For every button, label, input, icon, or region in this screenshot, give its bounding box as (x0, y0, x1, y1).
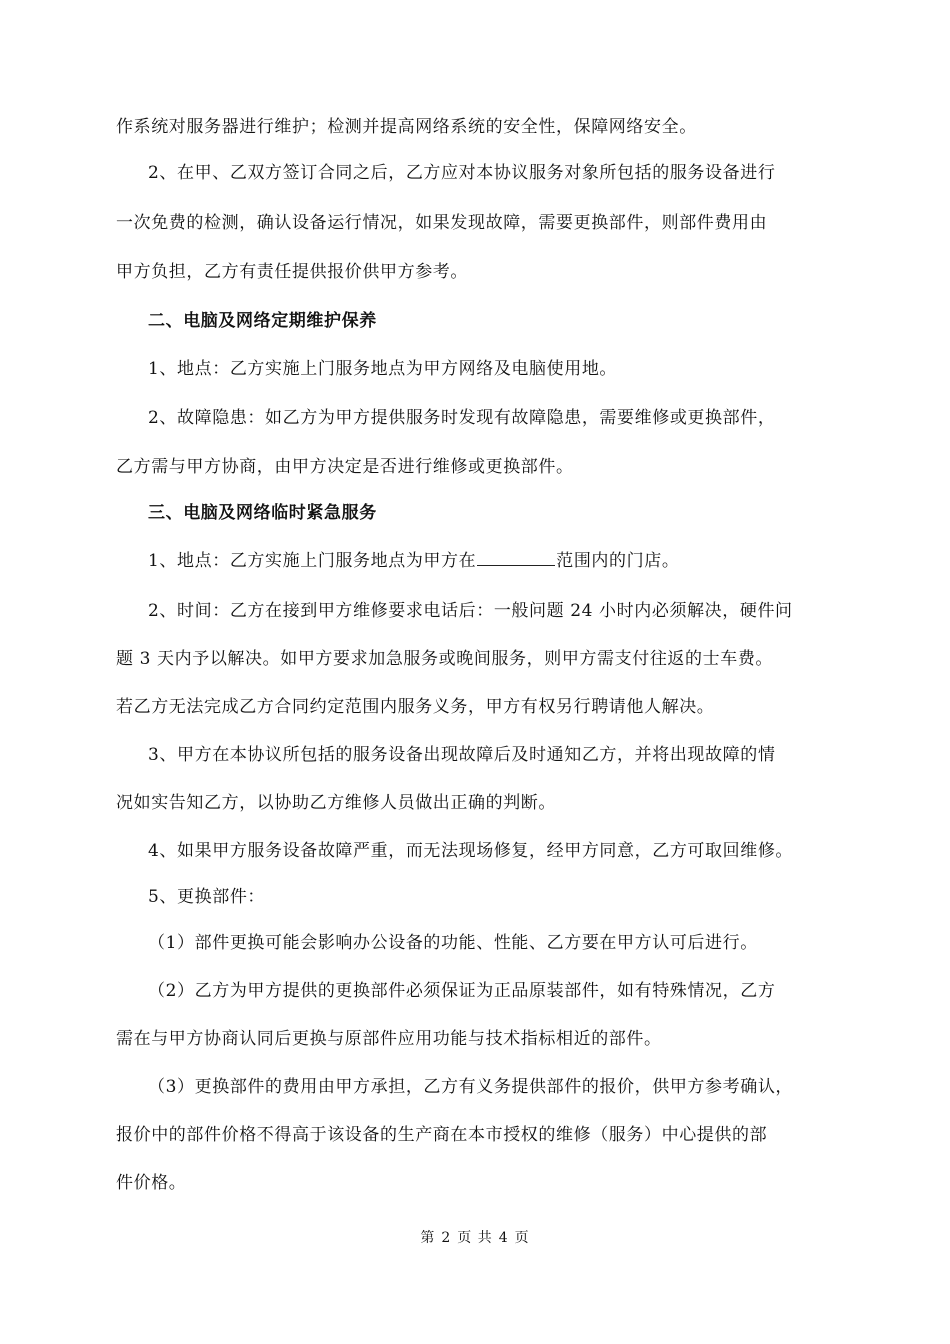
paragraph-line: 若乙方无法完成乙方合同约定范围内服务义务，甲方有权另行聘请他人解决。 (116, 697, 715, 717)
paragraph-line: 乙方需与甲方协商，由甲方决定是否进行维修或更换部件。 (116, 457, 574, 477)
paragraph-line (148, 548, 848, 574)
paragraph-line: 4、如果甲方服务设备故障严重，而无法现场修复，经甲方同意，乙方可取回维修。 (148, 841, 794, 861)
paragraph-line: 3、甲方在本协议所包括的服务设备出现故障后及时通知乙方，并将出现故障的情 (148, 745, 776, 765)
footer-suffix: 页 (514, 1230, 530, 1246)
paragraph-line: 5、更换部件： (148, 887, 266, 907)
paragraph-line: （3）更换部件的费用由甲方承担，乙方有义务提供部件的报价，供甲方参考确认， (148, 1077, 794, 1097)
paragraph-line: 题 3 天内予以解决。如甲方要求加急服务或晚间服务，则甲方需支付往返的士车费。 (116, 649, 774, 669)
paragraph-line: 甲方负担，乙方有责任提供报价供甲方参考。 (116, 262, 468, 282)
footer-mid: 页 共 (457, 1230, 493, 1246)
paragraph-line: （1）部件更换可能会影响办公设备的功能、性能、乙方要在甲方认可后进行。 (148, 933, 758, 953)
fill-in-blank (477, 549, 555, 566)
paragraph-line: 需在与甲方协商认同后更换与原部件应用功能与技术指标相近的部件。 (116, 1029, 662, 1049)
section-heading: 二、电脑及网络定期维护保养 (148, 311, 377, 331)
page-footer (0, 1228, 950, 1248)
paragraph-line: 2、时间：乙方在接到甲方维修要求电话后：一般问题 24 小时内必须解决，硬件问 (148, 601, 793, 621)
paragraph-line: 1、地点：乙方实施上门服务地点为甲方网络及电脑使用地。 (148, 359, 618, 379)
paragraph-text: 范围内的门店。 (556, 551, 680, 571)
paragraph-line: 件价格。 (116, 1173, 187, 1193)
paragraph-text: 1、地点：乙方实施上门服务地点为甲方在 (148, 551, 477, 571)
paragraph-line: 报价中的部件价格不得高于该设备的生产商在本市授权的维修（服务）中心提供的部 (116, 1125, 768, 1145)
paragraph-line: 2、在甲、乙双方签订合同之后，乙方应对本协议服务对象所包括的服务设备进行 (148, 163, 776, 183)
section-heading: 三、电脑及网络临时紧急服务 (148, 503, 377, 523)
paragraph-line: （2）乙方为甲方提供的更换部件必须保证为正品原装部件，如有特殊情况，乙方 (148, 981, 776, 1001)
paragraph-line: 作系统对服务器进行维护；检测并提高网络系统的安全性，保障网络安全。 (116, 117, 697, 137)
footer-prefix: 第 (420, 1230, 436, 1246)
paragraph-line: 一次免费的检测，确认设备运行情况，如果发现故障，需要更换部件，则部件费用由 (116, 213, 768, 233)
footer-total-pages: 4 (498, 1230, 509, 1246)
paragraph-line: 况如实告知乙方，以协助乙方维修人员做出正确的判断。 (116, 793, 556, 813)
footer-page-number: 2 (441, 1230, 452, 1246)
paragraph-line: 2、故障隐患：如乙方为甲方提供服务时发现有故障隐患，需要维修或更换部件， (148, 408, 776, 428)
